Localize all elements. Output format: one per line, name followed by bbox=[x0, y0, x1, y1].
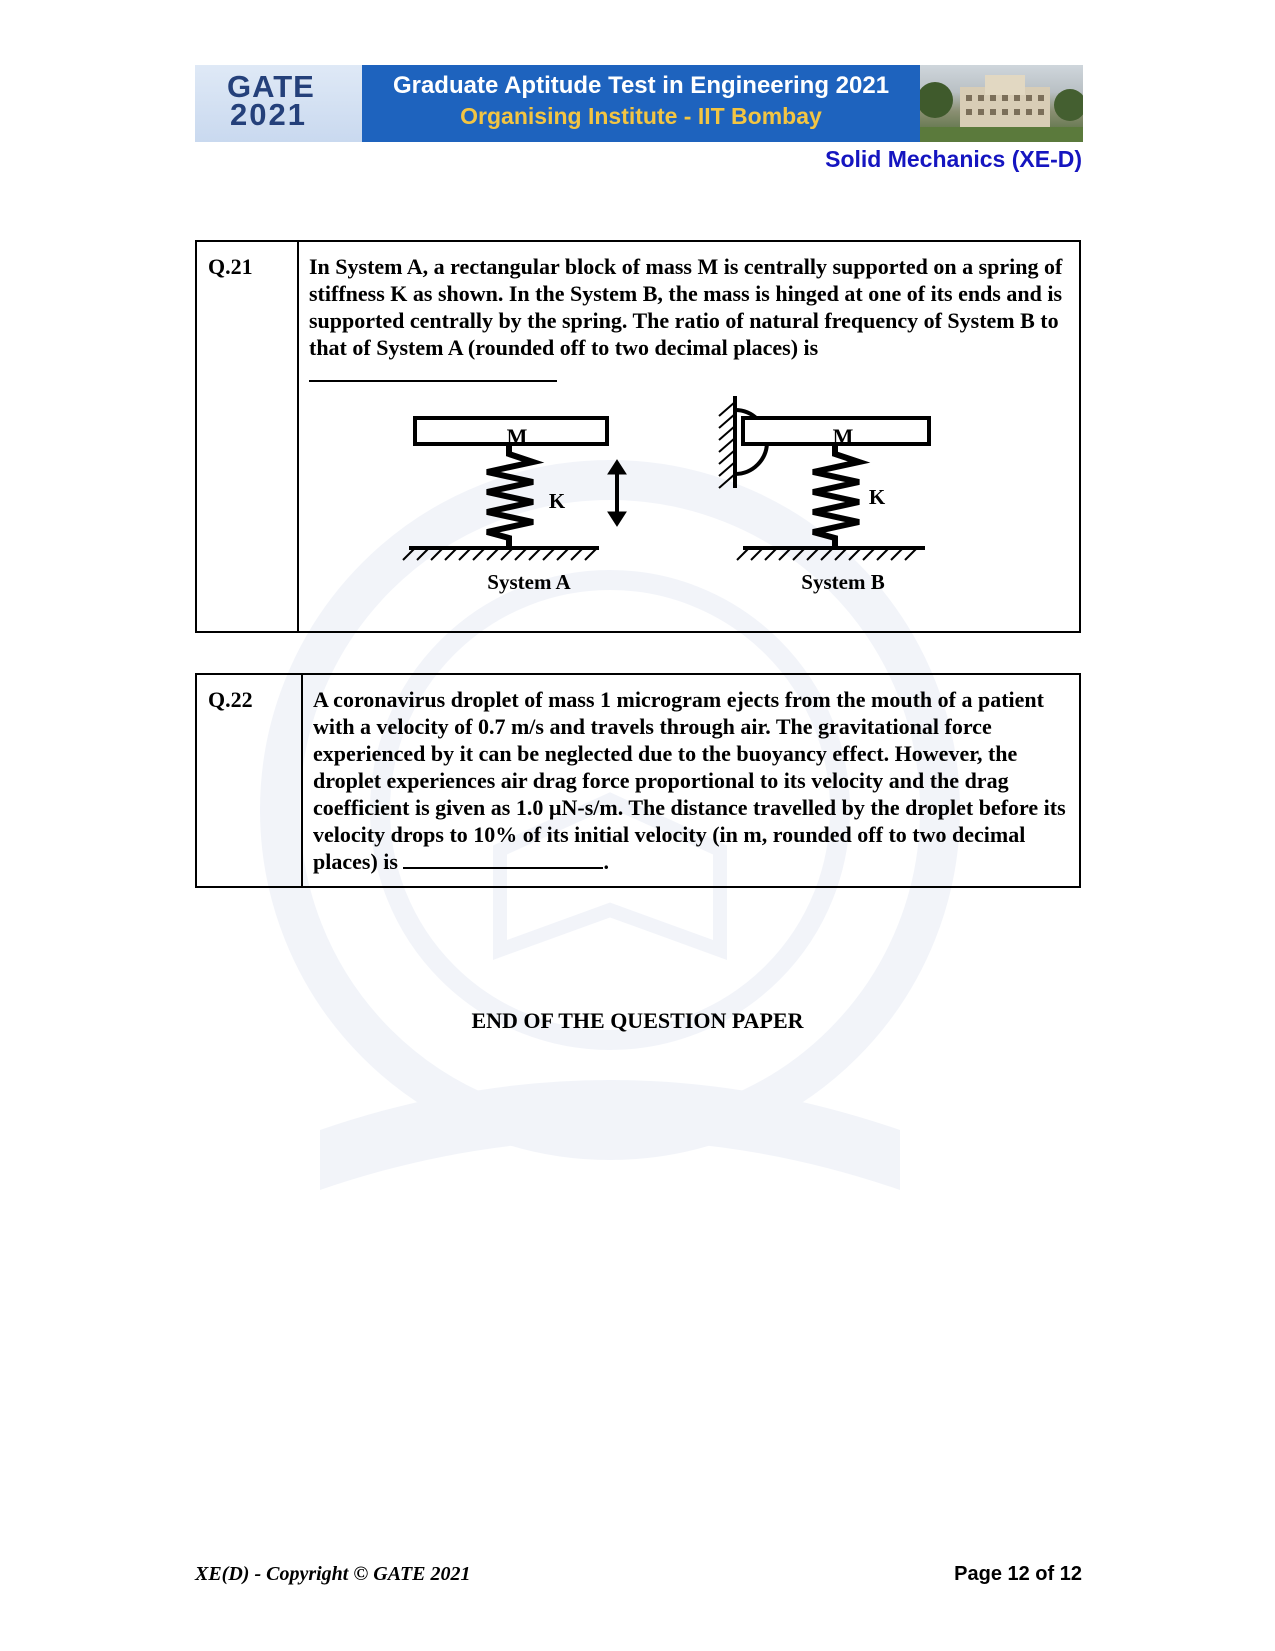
question-number: Q.22 bbox=[197, 675, 303, 886]
vibration-arrow bbox=[608, 460, 626, 526]
subject-title: Solid Mechanics (XE-D) bbox=[825, 146, 1082, 172]
institute-building-photo bbox=[920, 65, 1083, 142]
system-b-caption: System B bbox=[801, 570, 885, 594]
question-body bbox=[299, 242, 1079, 631]
question-number: Q.21 bbox=[197, 242, 299, 631]
exam-title: Graduate Aptitude Test in Engineering 2021 bbox=[392, 72, 890, 99]
system-b-spring bbox=[813, 444, 859, 548]
page-current: 12 bbox=[1007, 1563, 1030, 1585]
page-number bbox=[954, 1563, 1082, 1586]
system-b-wall-hatch bbox=[719, 402, 735, 488]
system-a-caption: System A bbox=[487, 570, 571, 594]
footer-copyright: XE(D) - Copyright © GATE 2021 bbox=[195, 1563, 471, 1585]
system-a-spring bbox=[487, 444, 533, 548]
question-21-box bbox=[195, 240, 1081, 633]
answer-blank[interactable] bbox=[309, 362, 557, 382]
gate-logo bbox=[195, 65, 362, 142]
page-total: 12 bbox=[1059, 1563, 1082, 1585]
system-b-mass-label: M bbox=[832, 424, 854, 449]
question-end-punctuation: . bbox=[603, 849, 609, 874]
page-of: of bbox=[1029, 1563, 1060, 1585]
spring-mass-figure bbox=[309, 396, 1069, 616]
question-body bbox=[303, 675, 1079, 886]
question-22-box bbox=[195, 673, 1081, 888]
logo-text-gate: GATE bbox=[227, 69, 315, 104]
system-b-diagram bbox=[719, 396, 929, 594]
building-illustration bbox=[920, 65, 1083, 142]
page-prefix: Page bbox=[954, 1563, 1008, 1585]
end-of-paper: END OF THE QUESTION PAPER bbox=[471, 1008, 804, 1033]
question-text: A coronavirus droplet of mass 1 microgram ejects from the mouth of a patient with a velocity of 0.7 m/s and travels through air. The gravitational force experienced by it can be neglected due to the buoyancy effect. However, the droplet experiences air drag force proportional to its velocity and the drag coefficient is given as 1.0 µN-s/m. The distance travelled by the droplet before its velocity drops to 10% of its initial velocity (in m, rounded off to two decimal places) is bbox=[313, 687, 1066, 874]
system-a-spring-label: K bbox=[548, 489, 566, 513]
logo-text-year: 2021 bbox=[230, 97, 307, 132]
organising-institute: Organising Institute - IIT Bombay bbox=[460, 103, 822, 129]
system-b-spring-label: K bbox=[868, 485, 886, 509]
answer-blank[interactable] bbox=[403, 849, 603, 869]
system-a-diagram bbox=[403, 418, 626, 594]
system-a-mass-label: M bbox=[506, 424, 528, 449]
question-text: In System A, a rectangular block of mass M is centrally supported on a spring of stiffness K as shown. In the System B, the mass is hinged at one of its ends and is supported centrally by the spring. The ratio of natural frequency of System B to that of System A (rounded off to two decimal places) is bbox=[309, 254, 1063, 360]
header-banner bbox=[195, 65, 1083, 142]
banner-title bbox=[362, 65, 920, 142]
